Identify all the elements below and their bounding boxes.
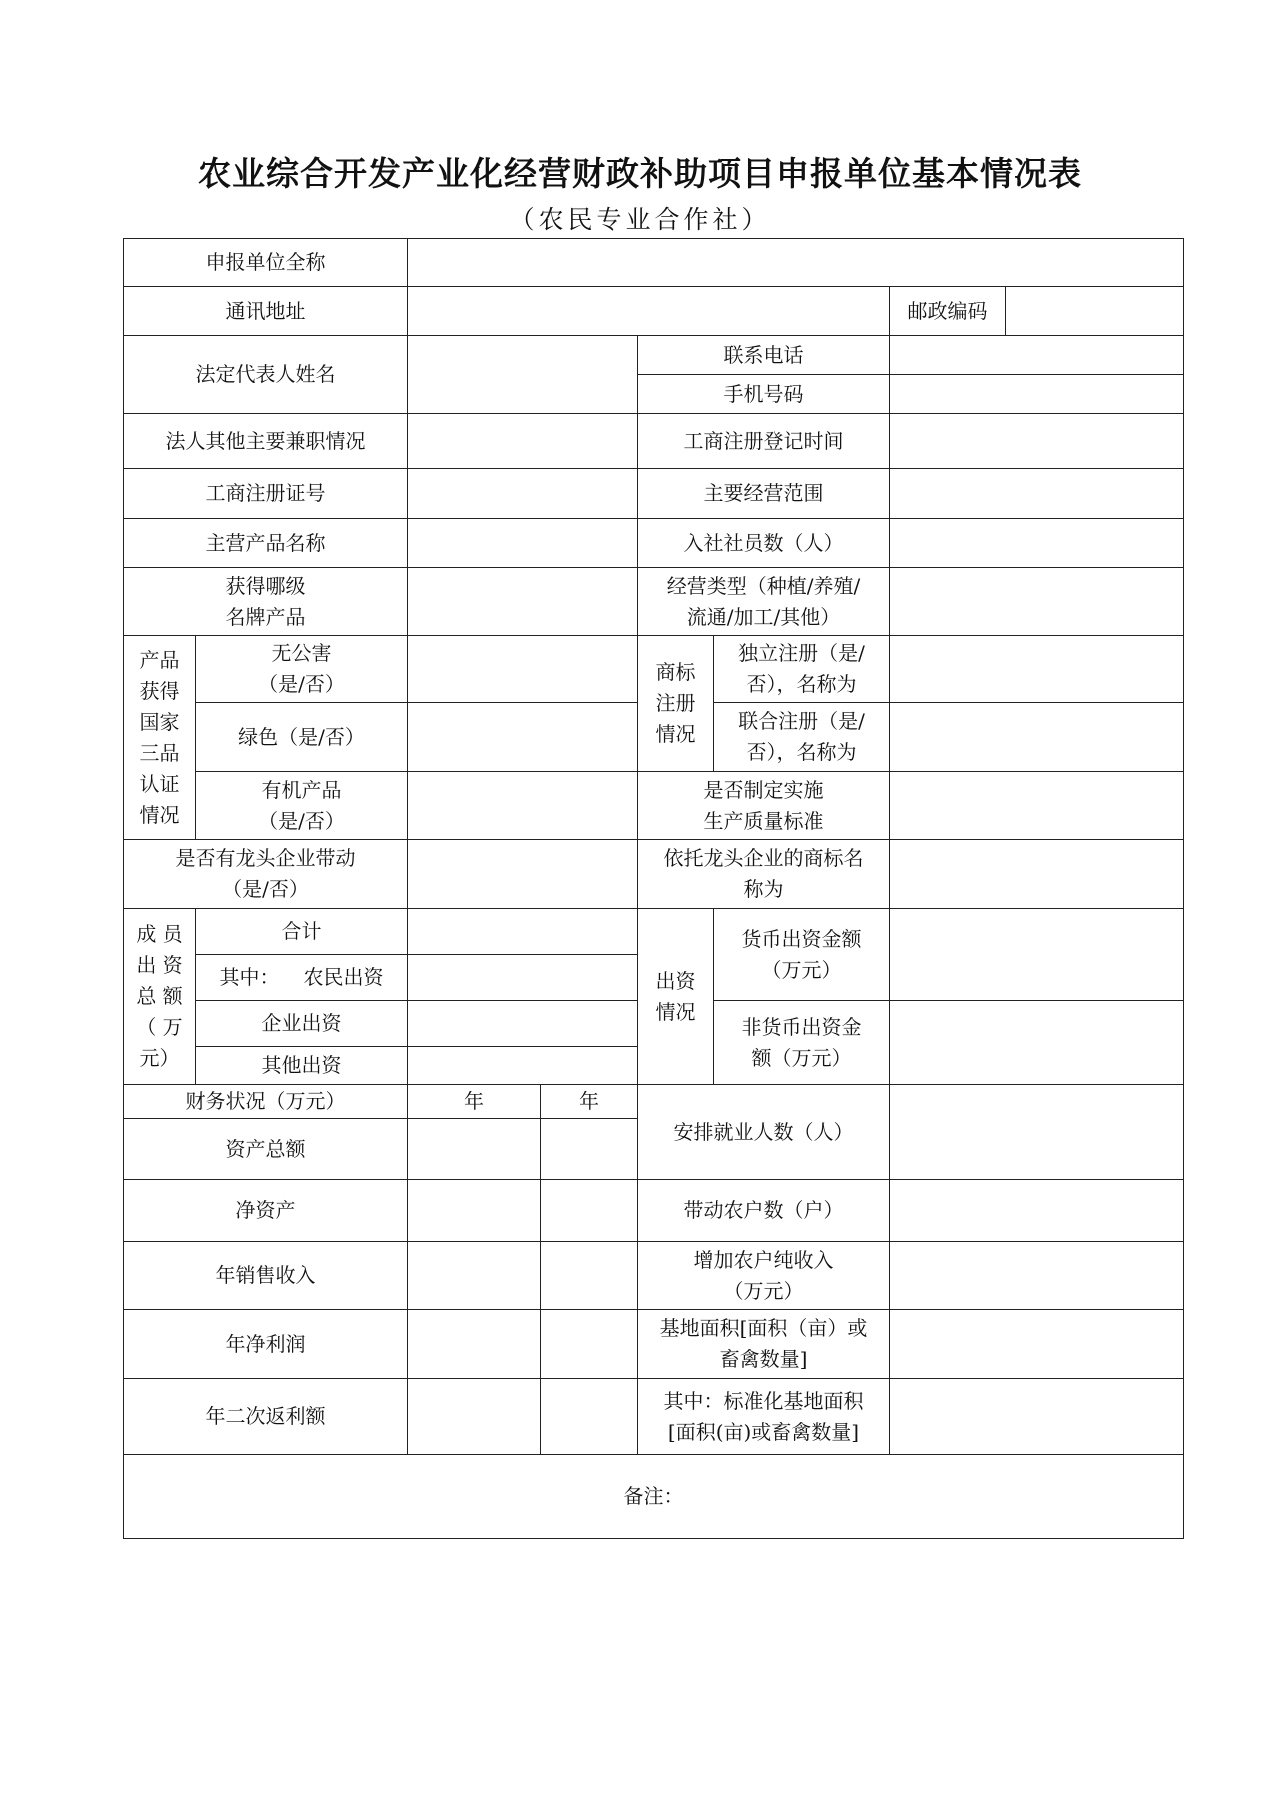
- trademark-group-line: 商标: [655, 660, 696, 684]
- capital-group-line: 出 资: [136, 953, 183, 977]
- label-base-area: [638, 1310, 890, 1379]
- label-contact-phone: 联系电话: [638, 336, 890, 375]
- input-annual-sales-year-a[interactable]: [408, 1242, 541, 1310]
- input-legal-other-jobs[interactable]: [408, 414, 638, 469]
- label-net-assets: 净资产: [124, 1180, 408, 1242]
- input-postal-code[interactable]: [1006, 287, 1184, 336]
- input-mailing-address[interactable]: [408, 287, 890, 336]
- input-brand-level[interactable]: [408, 568, 638, 636]
- base-area-line2: 畜禽数量]: [719, 1347, 808, 1371]
- input-other-capital[interactable]: [408, 1047, 638, 1085]
- label-farm-households: 带动农户数（户）: [638, 1180, 890, 1242]
- capital-group-line: 成 员: [136, 922, 183, 946]
- input-main-product[interactable]: [408, 519, 638, 568]
- label-mailing-address: 通讯地址: [124, 287, 408, 336]
- input-farmer-capital[interactable]: [408, 955, 638, 1001]
- remarks-label: 备注：: [623, 1484, 684, 1508]
- input-independent-registration[interactable]: [890, 636, 1184, 703]
- input-pollution-free[interactable]: [408, 636, 638, 703]
- form-subtitle: （农民专业合作社）: [509, 205, 771, 234]
- form-title: 农业综合开发产业化经营财政补助项目申报单位基本情况表: [198, 154, 1082, 193]
- label-secondary-rebate: 年二次返利额: [124, 1379, 408, 1455]
- input-total-assets-year-b[interactable]: [541, 1119, 638, 1180]
- label-financial-status: 财务状况（万元）: [124, 1085, 408, 1119]
- input-registration-time[interactable]: [890, 414, 1184, 469]
- label-capital-group: [124, 909, 196, 1085]
- label-contribution-group: [638, 909, 714, 1085]
- label-farmer-capital: [196, 955, 408, 1001]
- input-member-count[interactable]: [890, 519, 1184, 568]
- capital-group-line: 总 额: [136, 984, 183, 1008]
- label-other-capital: 其他出资: [196, 1047, 408, 1085]
- joint-line2: 否），名称为: [746, 740, 857, 764]
- input-leading-trademark[interactable]: [890, 840, 1184, 909]
- label-independent-registration: [714, 636, 890, 703]
- input-annual-sales-year-b[interactable]: [541, 1242, 638, 1310]
- label-trademark-group: [638, 636, 714, 772]
- quality-standard-line1: 是否制定实施: [703, 777, 824, 802]
- input-rebate-year-b[interactable]: [541, 1379, 638, 1455]
- input-green[interactable]: [408, 703, 638, 772]
- input-organic[interactable]: [408, 772, 638, 840]
- cert-group-line: 认证: [139, 771, 180, 796]
- input-net-assets-year-b[interactable]: [541, 1180, 638, 1242]
- input-income-increase[interactable]: [890, 1242, 1184, 1310]
- monetary-line1: 货币出资金额: [741, 926, 862, 951]
- cert-group-line: 获得: [139, 678, 180, 703]
- label-organic: [196, 772, 408, 840]
- base-area-line1: 基地面积[面积（亩）或: [659, 1316, 868, 1340]
- standard-base-line1: 其中：标准化基地面积: [663, 1388, 864, 1413]
- label-leading-trademark: [638, 840, 890, 909]
- trademark-group-line: 情况: [655, 722, 696, 746]
- label-brand-level: [124, 568, 408, 636]
- input-leading-enterprise[interactable]: [408, 840, 638, 909]
- input-net-profit-year-b[interactable]: [541, 1310, 638, 1379]
- label-annual-sales: 年销售收入: [124, 1242, 408, 1310]
- label-nonmonetary: [714, 1001, 890, 1085]
- label-business-scope: 主要经营范围: [638, 469, 890, 519]
- label-income-increase: [638, 1242, 890, 1310]
- label-enterprise-capital: 企业出资: [196, 1001, 408, 1047]
- input-legal-rep-name[interactable]: [408, 336, 638, 414]
- remarks-field[interactable]: [124, 1455, 1184, 1539]
- input-business-type[interactable]: [890, 568, 1184, 636]
- contribution-group-line: 出资: [655, 968, 696, 993]
- label-postal-code: 邮政编码: [890, 287, 1006, 336]
- brand-level-line2: 名牌产品: [225, 604, 306, 629]
- input-contact-phone[interactable]: [890, 336, 1184, 375]
- input-rebate-year-a[interactable]: [408, 1379, 541, 1455]
- label-legal-other-jobs: 法人其他主要兼职情况: [124, 414, 408, 469]
- brand-level-line1: 获得哪级: [225, 573, 306, 598]
- label-pollution-free: [196, 636, 408, 703]
- independent-line1: 独立注册（是/: [738, 641, 865, 665]
- cert-group-line: 国家: [139, 709, 180, 734]
- label-total: 合计: [196, 909, 408, 955]
- label-registration-no: 工商注册证号: [124, 469, 408, 519]
- input-unit-full-name[interactable]: [408, 239, 1184, 287]
- capital-group-line: （ 万: [136, 1015, 183, 1039]
- quality-standard-line2: 生产质量标准: [703, 808, 824, 833]
- independent-line2: 否），名称为: [746, 672, 857, 696]
- label-quality-standard: [638, 772, 890, 840]
- year-b-label: 年: [541, 1085, 638, 1119]
- input-base-area[interactable]: [890, 1310, 1184, 1379]
- leading-line2: （是/否）: [222, 877, 309, 901]
- label-green: 绿色（是/否）: [196, 703, 408, 772]
- cert-group-line: 三品: [139, 740, 180, 765]
- cert-group-line: 产品: [139, 647, 180, 672]
- input-employment[interactable]: [890, 1085, 1184, 1180]
- leading-line1: 是否有龙头企业带动: [175, 846, 356, 870]
- input-nonmonetary[interactable]: [890, 1001, 1184, 1085]
- farmer-capital-label: 农民出资: [303, 965, 384, 989]
- input-net-profit-year-a[interactable]: [408, 1310, 541, 1379]
- label-member-count: 入社社员数（人）: [638, 519, 890, 568]
- business-type-line2: 流通/加工/其他）: [686, 604, 841, 629]
- label-legal-rep-name: 法定代表人姓名: [124, 336, 408, 414]
- input-joint-registration[interactable]: [890, 703, 1184, 772]
- input-registration-no[interactable]: [408, 469, 638, 519]
- cert-group-line: 情况: [139, 802, 180, 827]
- trademark-group-line: 注册: [655, 691, 696, 715]
- standard-base-line2: [面积(亩)或畜禽数量]: [667, 1419, 860, 1444]
- label-business-type: [638, 568, 890, 636]
- monetary-line2: （万元）: [761, 957, 842, 982]
- organic-line1: 有机产品: [261, 777, 342, 802]
- income-increase-line2: （万元）: [723, 1278, 804, 1303]
- label-mobile: 手机号码: [638, 375, 890, 414]
- label-total-assets: 资产总额: [124, 1119, 408, 1180]
- leading-trademark-line2: 称为: [743, 877, 784, 901]
- joint-line1: 联合注册（是/: [738, 709, 865, 733]
- leading-trademark-line1: 依托龙头企业的商标名: [663, 846, 864, 870]
- label-net-profit: 年净利润: [124, 1310, 408, 1379]
- input-total[interactable]: [408, 909, 638, 955]
- input-quality-standard[interactable]: [890, 772, 1184, 840]
- capital-group-line: 元）: [139, 1046, 180, 1070]
- nonmonetary-line2: 额（万元）: [751, 1045, 852, 1070]
- nonmonetary-line1: 非货币出资金: [741, 1014, 862, 1039]
- pollution-free-line2: （是/否）: [258, 672, 345, 696]
- pollution-free-line1: 无公害: [271, 641, 332, 665]
- input-total-assets-year-a[interactable]: [408, 1119, 541, 1180]
- input-standard-base-area[interactable]: [890, 1379, 1184, 1455]
- input-monetary[interactable]: [890, 909, 1184, 1001]
- label-unit-full-name: 申报单位全称: [124, 239, 408, 287]
- input-mobile[interactable]: [890, 375, 1184, 414]
- label-registration-time: 工商注册登记时间: [638, 414, 890, 469]
- label-cert-group: [124, 636, 196, 840]
- application-form-table: [123, 238, 1184, 1539]
- income-increase-line1: 增加农户纯收入: [693, 1247, 834, 1272]
- label-main-product: 主营产品名称: [124, 519, 408, 568]
- label-leading-enterprise: [124, 840, 408, 909]
- input-net-assets-year-a[interactable]: [408, 1180, 541, 1242]
- organic-line2: （是/否）: [258, 808, 345, 833]
- year-a-label: 年: [408, 1085, 541, 1119]
- input-enterprise-capital[interactable]: [408, 1001, 638, 1047]
- input-business-scope[interactable]: [890, 469, 1184, 519]
- of-which-label: 其中：: [219, 965, 280, 989]
- label-employment: 安排就业人数（人）: [638, 1085, 890, 1180]
- business-type-line1: 经营类型（种植/养殖/: [666, 573, 861, 598]
- contribution-group-line: 情况: [655, 999, 696, 1024]
- input-farm-households[interactable]: [890, 1180, 1184, 1242]
- label-joint-registration: [714, 703, 890, 772]
- label-standard-base-area: [638, 1379, 890, 1455]
- label-monetary: [714, 909, 890, 1001]
